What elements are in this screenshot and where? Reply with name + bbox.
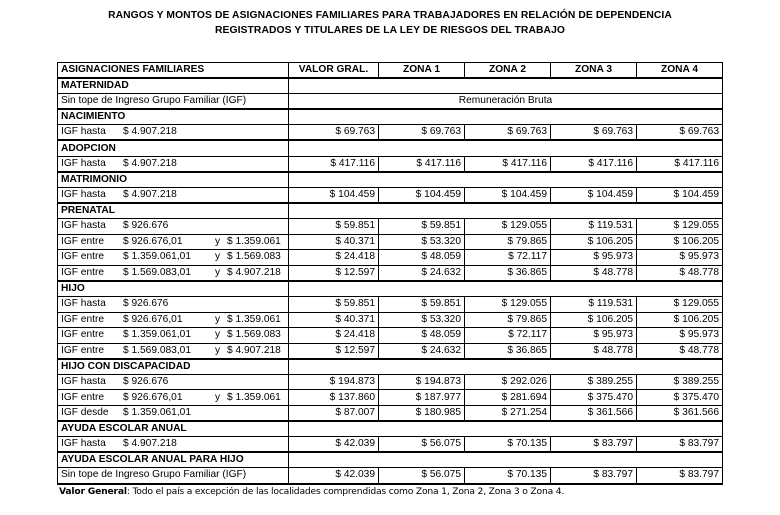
table-row [58, 296, 723, 312]
table-body [58, 63, 723, 484]
row-label: Sin tope de Ingreso Grupo Familiar (IGF) [58, 468, 289, 484]
row-conjunction: y [215, 251, 221, 263]
value-cell-zona-3: $ 106.205 [551, 234, 637, 250]
row-label [58, 218, 289, 234]
value-cell-zona-3: $ 69.763 [551, 125, 637, 141]
value-cell-valor-gral: $ 137.860 [289, 390, 379, 406]
value-cell-zona-1: $ 53.320 [379, 312, 465, 328]
value-cell-zona-3: $ 119.531 [551, 218, 637, 234]
value-cell-zona-3: $ 48.778 [551, 265, 637, 281]
value-cell-zona-2: $ 104.459 [465, 187, 551, 203]
row-label [58, 156, 289, 172]
value-cell-valor-gral: $ 69.763 [289, 125, 379, 141]
row-amount: $ 4.907.218 [123, 126, 177, 138]
row-prefix: IGF desde [61, 407, 109, 419]
row-amount-from: $ 926.676,01 [123, 391, 183, 403]
value-cell-zona-4: $ 106.205 [637, 312, 723, 328]
value-cell-zona-2: $ 292.026 [465, 374, 551, 390]
value-cell-zona-3: $ 48.778 [551, 343, 637, 359]
value-cell-zona-3: $ 417.116 [551, 156, 637, 172]
title-line-1: RANGOS Y MONTOS DE ASIGNACIONES FAMILIARES PARA TRABAJADORES EN RELACIÓN DE DEPENDENCIA [108, 10, 672, 21]
value-cell-zona-4: $ 83.797 [637, 468, 723, 484]
value-cell-zona-4: $ 106.205 [637, 234, 723, 250]
row-amount-from: $ 1.569.083,01 [123, 266, 191, 278]
table-row [58, 312, 723, 328]
row-prefix: IGF hasta [61, 376, 106, 388]
row-amount: $ 926.676 [123, 376, 169, 388]
value-cell-zona-1: $ 59.851 [379, 296, 465, 312]
section-header-spacer [289, 281, 723, 297]
footnote-text: : Todo el país a excepción de las localidades comprendidas como Zona 1, Zona 2, Zona 3 o Zona 4. [126, 486, 565, 497]
value-cell-zona-1: $ 56.075 [379, 437, 465, 453]
column-header-asignaciones: ASIGNACIONES FAMILIARES [58, 63, 289, 79]
table-row [58, 218, 723, 234]
value-cell-zona-4: $ 389.255 [637, 374, 723, 390]
column-header-col5: ZONA 4 [637, 63, 723, 79]
row-label [58, 374, 289, 390]
section-header-row [58, 452, 723, 468]
section-title: MATRIMONIO [58, 172, 289, 188]
value-cell-zona-1: $ 417.116 [379, 156, 465, 172]
section-title: ADOPCION [58, 140, 289, 156]
table-row [58, 187, 723, 203]
section-title: AYUDA ESCOLAR ANUAL [58, 421, 289, 437]
value-cell-zona-3: $ 95.973 [551, 328, 637, 344]
value-cell-valor-gral: $ 40.371 [289, 234, 379, 250]
value-cell-zona-2: $ 417.116 [465, 156, 551, 172]
value-cell-valor-gral: $ 87.007 [289, 406, 379, 422]
value-cell-zona-4: $ 69.763 [637, 125, 723, 141]
section-header-spacer [289, 140, 723, 156]
row-conjunction: y [215, 391, 221, 403]
value-cell-zona-4: $ 95.973 [637, 328, 723, 344]
value-cell-zona-1: $ 194.873 [379, 374, 465, 390]
value-cell-zona-3: $ 83.797 [551, 468, 637, 484]
row-amount: $ 926.676 [123, 220, 169, 232]
value-cell-zona-2: $ 72.117 [465, 328, 551, 344]
row-amount: $ 4.907.218 [123, 188, 177, 200]
value-cell-zona-1: $ 187.977 [379, 390, 465, 406]
value-cell-valor-gral: $ 12.597 [289, 265, 379, 281]
row-prefix: IGF hasta [61, 126, 106, 138]
column-header-col3: ZONA 2 [465, 63, 551, 79]
value-cell-zona-1: $ 24.632 [379, 265, 465, 281]
value-cell-zona-2: $ 271.254 [465, 406, 551, 422]
value-cell-zona-3: $ 106.205 [551, 312, 637, 328]
row-prefix: IGF entre [61, 329, 105, 341]
value-cell-zona-2: $ 70.135 [465, 468, 551, 484]
value-cell-zona-1: $ 48.059 [379, 250, 465, 266]
row-label [58, 296, 289, 312]
row-conjunction: y [215, 329, 221, 341]
table-row [58, 265, 723, 281]
merged-value-cell: Remuneración Bruta [289, 94, 723, 110]
value-cell-zona-2: $ 70.135 [465, 437, 551, 453]
value-cell-valor-gral: $ 42.039 [289, 468, 379, 484]
row-label [58, 187, 289, 203]
section-header-spacer [289, 421, 723, 437]
row-prefix: IGF entre [61, 313, 105, 325]
row-prefix: IGF entre [61, 266, 105, 278]
value-cell-valor-gral: $ 40.371 [289, 312, 379, 328]
section-header-spacer [289, 359, 723, 375]
value-cell-zona-1: $ 59.851 [379, 218, 465, 234]
table-row [58, 234, 723, 250]
section-header-row [58, 140, 723, 156]
page-title [0, 8, 780, 38]
value-cell-zona-4: $ 104.459 [637, 187, 723, 203]
row-amount: $ 4.907.218 [123, 157, 177, 169]
row-label [58, 437, 289, 453]
row-amount-to: $ 1.359.061 [227, 313, 281, 325]
table-row [58, 374, 723, 390]
value-cell-zona-4: $ 95.973 [637, 250, 723, 266]
row-amount: $ 926.676 [123, 298, 169, 310]
section-title: NACIMIENTO [58, 109, 289, 125]
section-header-spacer [289, 203, 723, 219]
table-row [58, 156, 723, 172]
row-label [58, 328, 289, 344]
value-cell-valor-gral: $ 194.873 [289, 374, 379, 390]
row-conjunction: y [215, 235, 221, 247]
row-conjunction: y [215, 344, 221, 356]
row-amount-to: $ 4.907.218 [227, 344, 281, 356]
value-cell-zona-3: $ 389.255 [551, 374, 637, 390]
value-cell-zona-1: $ 53.320 [379, 234, 465, 250]
value-cell-zona-2: $ 36.865 [465, 343, 551, 359]
row-prefix: IGF entre [61, 344, 105, 356]
section-header-row [58, 78, 723, 94]
value-cell-zona-1: $ 180.985 [379, 406, 465, 422]
value-cell-zona-4: $ 361.566 [637, 406, 723, 422]
value-cell-zona-3: $ 95.973 [551, 250, 637, 266]
row-label: Sin tope de Ingreso Grupo Familiar (IGF) [58, 94, 289, 110]
row-prefix: IGF hasta [61, 220, 106, 232]
value-cell-zona-3: $ 375.470 [551, 390, 637, 406]
table-row [58, 406, 723, 422]
section-title: HIJO CON DISCAPACIDAD [58, 359, 289, 375]
section-title: MATERNIDAD [58, 78, 289, 94]
value-cell-zona-1: $ 48.059 [379, 328, 465, 344]
table-row [58, 343, 723, 359]
row-label [58, 343, 289, 359]
table-row [58, 328, 723, 344]
row-amount: $ 4.907.218 [123, 438, 177, 450]
row-prefix: IGF hasta [61, 188, 106, 200]
value-cell-valor-gral: $ 417.116 [289, 156, 379, 172]
row-prefix: IGF entre [61, 251, 105, 263]
row-conjunction: y [215, 266, 221, 278]
row-label [58, 390, 289, 406]
footnote [59, 486, 749, 498]
table-row [58, 437, 723, 453]
value-cell-zona-2: $ 79.865 [465, 312, 551, 328]
value-cell-zona-4: $ 48.778 [637, 343, 723, 359]
section-header-row [58, 109, 723, 125]
value-cell-valor-gral: $ 24.418 [289, 328, 379, 344]
row-amount-from: $ 1.569.083,01 [123, 344, 191, 356]
asignaciones-familiares-table [57, 62, 723, 485]
row-amount-to: $ 1.359.061 [227, 235, 281, 247]
section-header-row [58, 172, 723, 188]
section-header-row [58, 359, 723, 375]
value-cell-valor-gral: $ 24.418 [289, 250, 379, 266]
footnote-bold-label: Valor General [59, 486, 127, 497]
value-cell-zona-2: $ 36.865 [465, 265, 551, 281]
column-header-col2: ZONA 1 [379, 63, 465, 79]
value-cell-zona-4: $ 375.470 [637, 390, 723, 406]
row-amount-from: $ 1.359.061,01 [123, 329, 191, 341]
section-title: HIJO [58, 281, 289, 297]
table-row [58, 250, 723, 266]
column-header-col4: ZONA 3 [551, 63, 637, 79]
table-row [58, 390, 723, 406]
row-amount-from: $ 926.676,01 [123, 313, 183, 325]
row-label [58, 312, 289, 328]
row-amount-to: $ 4.907.218 [227, 266, 281, 278]
value-cell-zona-4: $ 129.055 [637, 218, 723, 234]
value-cell-zona-2: $ 281.694 [465, 390, 551, 406]
value-cell-zona-2: $ 129.055 [465, 218, 551, 234]
table-row [58, 125, 723, 141]
title-line-2: REGISTRADOS Y TITULARES DE LA LEY DE RIESGOS DEL TRABAJO [214, 25, 566, 36]
section-title: AYUDA ESCOLAR ANUAL PARA HIJO [58, 452, 289, 468]
value-cell-valor-gral: $ 59.851 [289, 218, 379, 234]
section-header-row [58, 421, 723, 437]
table-row [58, 468, 723, 484]
row-prefix: IGF entre [61, 235, 105, 247]
column-header-col1: VALOR GRAL. [289, 63, 379, 79]
row-prefix: IGF hasta [61, 438, 106, 450]
row-amount-from: $ 1.359.061,01 [123, 251, 191, 263]
section-header-spacer [289, 452, 723, 468]
value-cell-valor-gral: $ 12.597 [289, 343, 379, 359]
value-cell-zona-2: $ 129.055 [465, 296, 551, 312]
value-cell-zona-4: $ 417.116 [637, 156, 723, 172]
value-cell-zona-1: $ 69.763 [379, 125, 465, 141]
value-cell-zona-3: $ 119.531 [551, 296, 637, 312]
row-label [58, 265, 289, 281]
section-header-spacer [289, 78, 723, 94]
value-cell-zona-4: $ 83.797 [637, 437, 723, 453]
section-header-row [58, 203, 723, 219]
section-header-spacer [289, 172, 723, 188]
value-cell-valor-gral: $ 59.851 [289, 296, 379, 312]
section-header-row [58, 281, 723, 297]
row-amount-to: $ 1.569.083 [227, 329, 281, 341]
value-cell-zona-2: $ 69.763 [465, 125, 551, 141]
value-cell-zona-4: $ 129.055 [637, 296, 723, 312]
row-amount: $ 1.359.061,01 [123, 407, 191, 419]
value-cell-zona-4: $ 48.778 [637, 265, 723, 281]
value-cell-valor-gral: $ 42.039 [289, 437, 379, 453]
table-row [58, 94, 723, 110]
value-cell-zona-3: $ 361.566 [551, 406, 637, 422]
row-label [58, 234, 289, 250]
section-header-spacer [289, 109, 723, 125]
value-cell-zona-3: $ 104.459 [551, 187, 637, 203]
value-cell-zona-3: $ 83.797 [551, 437, 637, 453]
row-label [58, 125, 289, 141]
row-label [58, 406, 289, 422]
row-prefix: IGF hasta [61, 298, 106, 310]
row-prefix: IGF entre [61, 391, 105, 403]
value-cell-valor-gral: $ 104.459 [289, 187, 379, 203]
row-amount-to: $ 1.569.083 [227, 251, 281, 263]
value-cell-zona-1: $ 56.075 [379, 468, 465, 484]
row-amount-to: $ 1.359.061 [227, 391, 281, 403]
value-cell-zona-2: $ 79.865 [465, 234, 551, 250]
section-title: PRENATAL [58, 203, 289, 219]
value-cell-zona-1: $ 24.632 [379, 343, 465, 359]
value-cell-zona-2: $ 72.117 [465, 250, 551, 266]
row-amount-from: $ 926.676,01 [123, 235, 183, 247]
row-prefix: IGF hasta [61, 157, 106, 169]
value-cell-zona-1: $ 104.459 [379, 187, 465, 203]
row-label [58, 250, 289, 266]
table-header-row [58, 63, 723, 79]
row-conjunction: y [215, 313, 221, 325]
